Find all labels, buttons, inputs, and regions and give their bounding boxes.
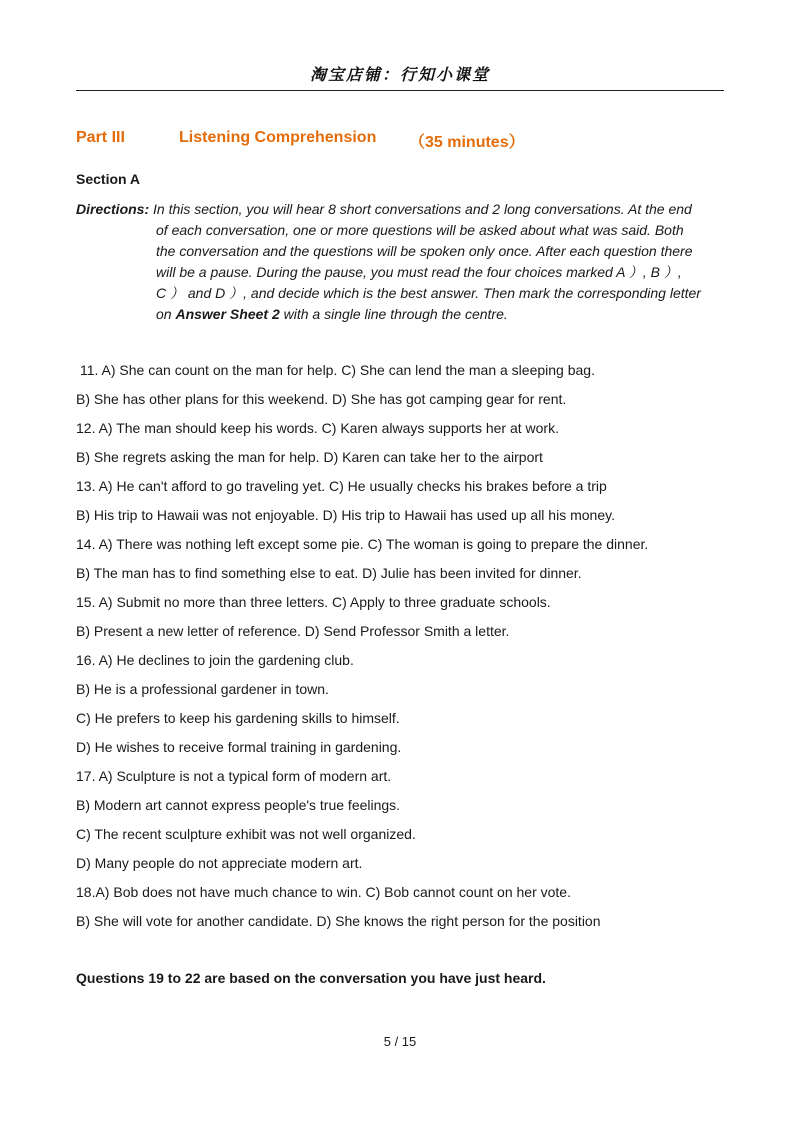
- question-line: B) Present a new letter of reference. D) Send Professor Smith a letter.: [76, 623, 510, 639]
- question-line: 13. A) He can't afford to go traveling yet. C) He usually checks his brakes before a trip: [76, 478, 607, 494]
- header-divider: [76, 90, 724, 91]
- question-line: B) She has other plans for this weekend. D) She has got camping gear for rent.: [76, 391, 567, 407]
- directions-line-3: the conversation and the questions will be spoken only once. After each question there: [156, 243, 693, 259]
- question-line: 17. A) Sculpture is not a typical form of modern art.: [76, 768, 392, 784]
- section-label: Section A: [76, 171, 141, 187]
- question-line: B) She regrets asking the man for help. D) Karen can take her to the airport: [76, 449, 543, 465]
- question-line: D) He wishes to receive formal training in gardening.: [76, 739, 402, 755]
- question-line: B) His trip to Hawaii was not enjoyable. D) His trip to Hawaii has used up all his money.: [76, 507, 615, 523]
- directions-text-1: In this section, you will hear 8 short conversations and 2 long conversations. At the end: [149, 201, 692, 217]
- question-line: B) She will vote for another candidate. D) She knows the right person for the position: [76, 913, 601, 929]
- part-time: （35 minutes）: [409, 134, 525, 151]
- question-line: 18.A) Bob does not have much chance to win. C) Bob cannot count on her vote.: [76, 884, 571, 900]
- directions-line-6: [76, 304, 726, 325]
- conversation-note: Questions 19 to 22 are based on the conversation you have just heard.: [76, 970, 546, 986]
- question-line: C) He prefers to keep his gardening skills to himself.: [76, 710, 400, 726]
- question-line: B) He is a professional gardener in town.: [76, 681, 329, 697]
- directions-block: [76, 199, 726, 325]
- directions-line-5: C ） and D ）, and decide which is the best answer. Then mark the corresponding letter: [156, 285, 701, 301]
- question-line: 12. A) The man should keep his words. C) Karen always supports her at work.: [76, 420, 559, 436]
- page-number: 5 / 15: [383, 1034, 417, 1049]
- directions-text-6b: with a single line through the centre.: [279, 306, 508, 322]
- directions-line-4: will be a pause. During the pause, you must read the four choices marked A ）, B ）,: [156, 264, 682, 280]
- header-title: 淘宝店铺：行知小课堂: [309, 65, 490, 84]
- question-line: 16. A) He declines to join the gardening club.: [76, 652, 354, 668]
- part-title: Listening Comprehension: [179, 129, 377, 146]
- directions-label: Directions:: [76, 201, 150, 217]
- answer-sheet-reference: Answer Sheet 2: [175, 306, 280, 322]
- question-line: C) The recent sculpture exhibit was not well organized.: [76, 826, 416, 842]
- question-list: [76, 360, 726, 940]
- directions-line-2: of each conversation, one or more questions will be asked about what was said. Both: [156, 222, 684, 238]
- question-line: 11. A) She can count on the man for help. C) She can lend the man a sleeping bag.: [80, 362, 595, 378]
- question-line: 15. A) Submit no more than three letters. C) Apply to three graduate schools.: [76, 594, 551, 610]
- part-label: Part III: [76, 129, 125, 146]
- question-line: B) Modern art cannot express people's true feelings.: [76, 797, 401, 813]
- question-line: D) Many people do not appreciate modern art.: [76, 855, 363, 871]
- directions-text-6a: on: [156, 306, 176, 322]
- directions-line-1: [76, 199, 726, 220]
- question-line: 14. A) There was nothing left except some pie. C) The woman is going to prepare the dinner.: [76, 536, 649, 552]
- question-line: B) The man has to find something else to eat. D) Julie has been invited for dinner.: [76, 565, 582, 581]
